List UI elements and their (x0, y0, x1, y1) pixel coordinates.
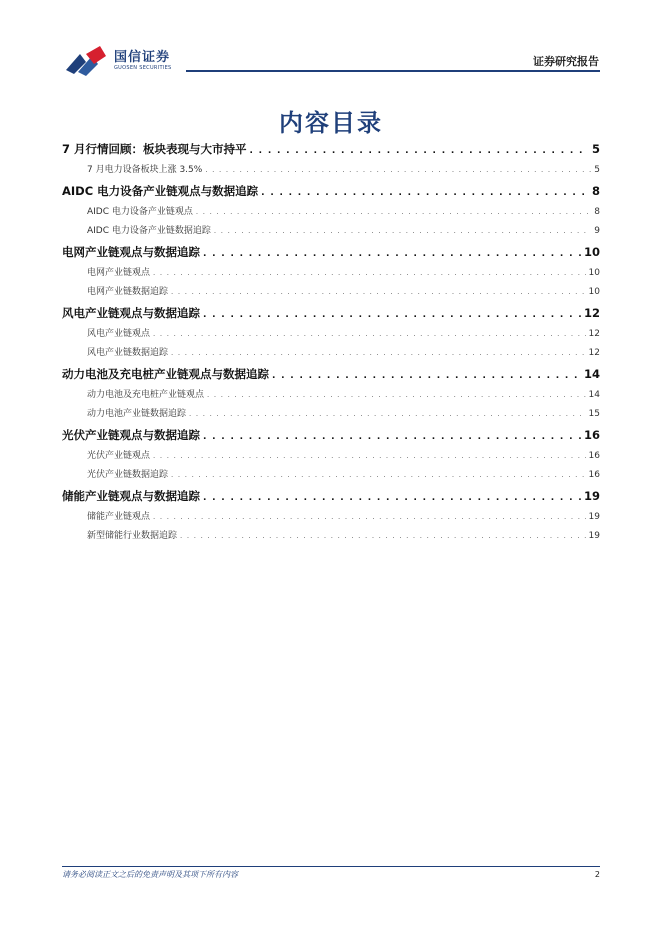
toc-subsection[interactable] (62, 204, 600, 224)
toc-subsection[interactable] (62, 162, 600, 182)
logo-english-name: GUOSEN SECURITIES (114, 65, 172, 71)
toc-entry-label: 风电产业链观点与数据追踪 (62, 305, 200, 320)
toc-entry-label: 光伏产业链观点与数据追踪 (62, 427, 200, 442)
toc-subsection[interactable] (62, 467, 600, 487)
toc-entry-page: 19 (588, 511, 600, 522)
toc-entry-label: 电网产业链观点与数据追踪 (62, 244, 200, 259)
dot-leader (250, 146, 589, 156)
dot-leader (153, 269, 586, 277)
page-header (0, 0, 662, 80)
guosen-logo-icon (64, 46, 108, 76)
toc-entry-label: 储能产业链观点与数据追踪 (62, 488, 200, 503)
toc-section[interactable] (62, 427, 600, 448)
toc-entry-label: 动力电池产业链数据追踪 (87, 409, 187, 419)
dot-leader (203, 432, 581, 442)
dot-leader (171, 288, 586, 296)
report-type-label: 证券研究报告 (533, 55, 599, 68)
dot-leader (205, 166, 591, 174)
toc-entry-label: 风电产业链数据追踪 (87, 348, 169, 358)
toc-subsection[interactable] (62, 509, 600, 529)
dot-leader (203, 310, 581, 320)
toc-entry-page: 19 (583, 488, 600, 503)
toc-entry-label: AIDC 电力设备产业链观点 (87, 206, 193, 217)
toc-entry-label: 光伏产业链观点 (87, 450, 151, 461)
toc-entry-label: AIDC 电力设备产业链观点与数据追踪 (62, 183, 259, 198)
toc-subsection[interactable] (62, 448, 600, 468)
toc-entry-page: 10 (583, 244, 600, 259)
table-of-contents (62, 140, 600, 548)
toc-subsection[interactable] (62, 387, 600, 407)
toc-section[interactable] (62, 488, 600, 509)
toc-entry-label: 储能产业链观点 (87, 511, 151, 522)
dot-leader (203, 493, 581, 503)
toc-entry-page: 14 (583, 366, 600, 381)
toc-subsection[interactable] (62, 326, 600, 346)
dot-leader (189, 410, 586, 418)
dot-leader (171, 349, 586, 357)
company-logo (64, 46, 172, 76)
toc-entry-page: 10 (588, 287, 600, 297)
dot-leader (261, 188, 589, 198)
toc-entry-label: 风电产业链观点 (87, 328, 151, 339)
toc-entry-page: 15 (588, 409, 600, 419)
toc-entry-label: 新型储能行业数据追踪 (87, 531, 178, 541)
toc-entry-page: 12 (588, 328, 600, 339)
page-number: 2 (594, 870, 600, 879)
toc-entry-page: 10 (588, 267, 600, 278)
toc-entry-page: 19 (588, 531, 600, 541)
toc-entry-label: AIDC 电力设备产业链数据追踪 (87, 226, 211, 236)
toc-section[interactable] (62, 183, 600, 204)
toc-subsection[interactable] (62, 265, 600, 285)
dot-leader (171, 471, 586, 479)
dot-leader (207, 391, 586, 399)
dot-leader (153, 330, 586, 338)
dot-leader (153, 452, 586, 460)
dot-leader (272, 371, 581, 381)
logo-chinese-name: 国信证券 (114, 50, 171, 65)
toc-entry-label: 光伏产业链数据追踪 (87, 470, 169, 480)
dot-leader (203, 249, 581, 259)
toc-subsection[interactable] (62, 223, 600, 243)
toc-entry-page: 8 (594, 206, 600, 217)
toc-section[interactable] (62, 366, 600, 387)
toc-subsection[interactable] (62, 406, 600, 426)
toc-entry-page: 16 (588, 450, 600, 461)
dot-leader (214, 227, 591, 235)
toc-section[interactable] (62, 141, 600, 162)
toc-entry-label: 动力电池及充电桩产业链观点 (87, 389, 205, 400)
toc-entry-page: 14 (588, 389, 600, 400)
toc-entry-page: 12 (583, 305, 600, 320)
toc-entry-label: 7 月电力设备板块上涨 3.5% (87, 165, 203, 175)
toc-subsection[interactable] (62, 284, 600, 304)
toc-entry-page: 16 (583, 427, 600, 442)
toc-section[interactable] (62, 305, 600, 326)
toc-entry-page: 5 (594, 165, 600, 175)
header-divider (186, 70, 600, 72)
dot-leader (153, 513, 586, 521)
toc-title: 内容目录 (279, 109, 383, 137)
toc-entry-page: 5 (591, 142, 600, 156)
toc-section[interactable] (62, 244, 600, 265)
footer-disclaimer: 请务必阅读正文之后的免责声明及其项下所有内容 (62, 870, 238, 879)
toc-entry-page: 16 (588, 470, 600, 480)
toc-entry-label: 电网产业链数据追踪 (87, 287, 169, 297)
footer-divider (62, 866, 600, 867)
toc-entry-page: 8 (591, 183, 600, 198)
toc-entry-page: 9 (594, 226, 600, 236)
dot-leader (180, 532, 586, 540)
toc-subsection[interactable] (62, 345, 600, 365)
toc-entry-page: 12 (588, 348, 600, 358)
toc-entry-label: 电网产业链观点 (87, 267, 151, 278)
toc-entry-label: 动力电池及充电桩产业链观点与数据追踪 (62, 366, 269, 381)
dot-leader (196, 208, 591, 216)
toc-subsection[interactable] (62, 528, 600, 548)
toc-entry-label: 7 月行情回顾：板块表现与大市持平 (62, 142, 247, 156)
